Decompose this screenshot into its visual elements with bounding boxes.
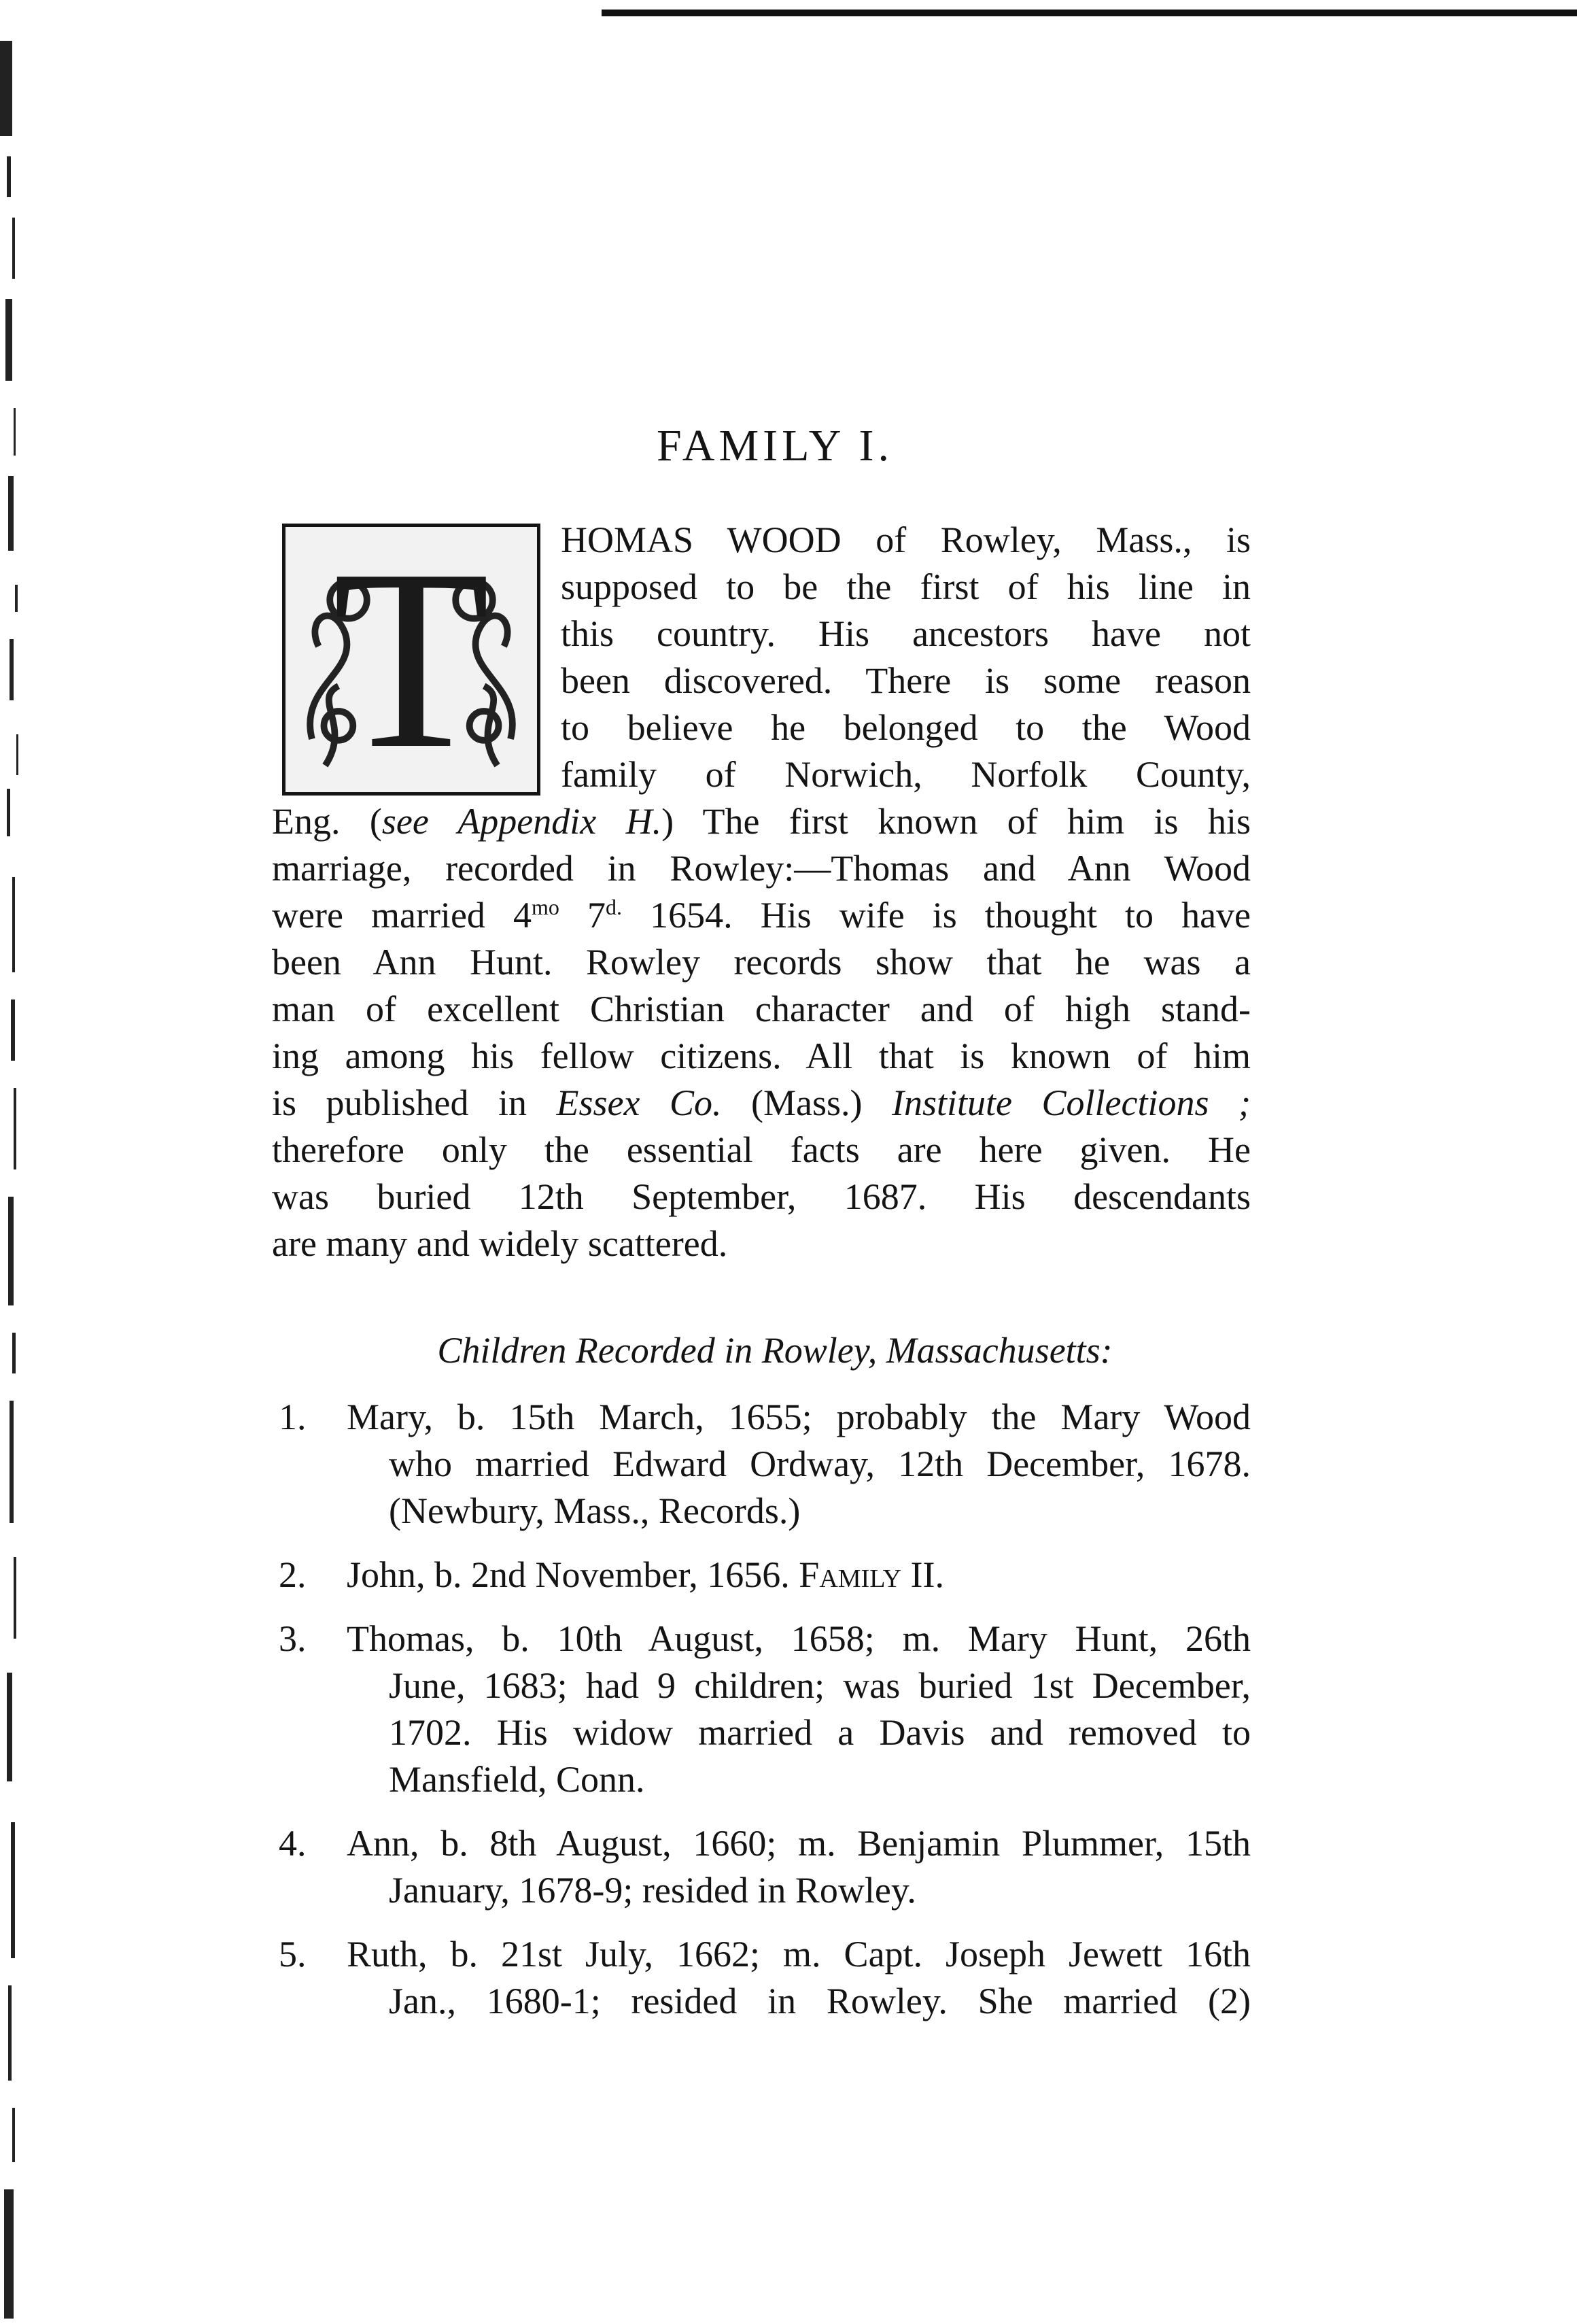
appendix-reference: see Appendix H. (381, 801, 662, 842)
drop-cap-letter: T (332, 516, 491, 802)
child-entry (279, 1552, 1251, 1599)
entry-line: Ruth, b. 21st July, 1662; m. Capt. Joseph Jewett 16th (347, 1934, 1251, 1975)
source-title: Essex Co. (556, 1082, 722, 1123)
top-rule (602, 0, 1577, 20)
entry-line: June, 1683; had 9 children; was buried 1st December, (389, 1665, 1251, 1706)
entry-number: 2. (279, 1554, 307, 1595)
source-title: Institute Collections ; (892, 1082, 1251, 1123)
entry-line: 1702. His widow married a Davis and removed to (389, 1712, 1251, 1753)
child-entry (279, 1616, 1251, 1803)
intro-line: this country. His ancestors have not (561, 613, 1251, 654)
intro-line: been discovered. There is some reason (561, 660, 1251, 701)
family-cross-reference: Family II. (799, 1554, 945, 1595)
children-list (279, 1394, 1251, 2042)
body-line: therefore only the essential facts are here given. He (272, 1129, 1251, 1170)
intro-line: HOMAS WOOD of Rowley, Mass., is (561, 519, 1251, 560)
body-line: is published in Essex Co. (Mass.) Institute Collections ; (272, 1082, 1251, 1123)
body-line: marriage, recorded in Rowley:—Thomas and Ann Wood (272, 848, 1251, 889)
entry-number: 5. (279, 1934, 307, 1975)
entry-line: January, 1678-9; resided in Rowley. (389, 1870, 916, 1911)
entry-line: John, b. 2nd November, 1656. Family II. (347, 1554, 945, 1595)
entry-line: Jan., 1680-1; resided in Rowley. She married (2) (389, 1981, 1251, 2021)
children-heading: Children Recorded in Rowley, Massachusetts: (437, 1330, 1113, 1371)
entry-number: 1. (279, 1397, 307, 1437)
intro-line: to believe he belonged to the Wood (561, 707, 1251, 748)
intro-line: supposed to be the first of his line in (561, 566, 1251, 607)
page-title: FAMILY I. (656, 421, 894, 471)
body-line: Eng. (see Appendix H.) The first known of him is his (272, 801, 1251, 842)
child-entry (279, 1820, 1251, 1914)
body-line: ing among his fellow citizens. All that is known of him (272, 1036, 1251, 1076)
body-line: are many and widely scattered. (272, 1223, 728, 1264)
body-line: were married $4^{mo}$ $7^{d.}$ 1654. His wife is thought to have (272, 895, 1251, 936)
entry-line: Mary, b. 15th March, 1655; probably the Mary Wood (347, 1397, 1251, 1437)
entry-line: Thomas, b. 10th August, 1658; m. Mary Hunt, 26th (347, 1618, 1251, 1659)
body-line: man of excellent Christian character and of high stand- (272, 989, 1251, 1029)
intro-paragraph (272, 517, 1251, 1267)
entry-number: 3. (279, 1618, 307, 1659)
intro-line: family of Norwich, Norfolk County, (561, 754, 1251, 795)
entry-line: Mansfield, Conn. (389, 1759, 645, 1800)
child-entry (279, 1931, 1251, 2025)
entry-number: 4. (279, 1823, 307, 1864)
entry-line: Ann, b. 8th August, 1660; m. Benjamin Plummer, 15th (347, 1823, 1251, 1864)
body-line: been Ann Hunt. Rowley records show that he was a (272, 942, 1251, 982)
binding-edge-speckle (0, 0, 61, 2324)
body-line: was buried 12th September, 1687. His descendants (272, 1176, 1251, 1217)
child-entry (279, 1394, 1251, 1535)
entry-line: (Newbury, Mass., Records.) (389, 1490, 801, 1531)
entry-line: who married Edward Ordway, 12th December, 1678. (389, 1443, 1251, 1484)
